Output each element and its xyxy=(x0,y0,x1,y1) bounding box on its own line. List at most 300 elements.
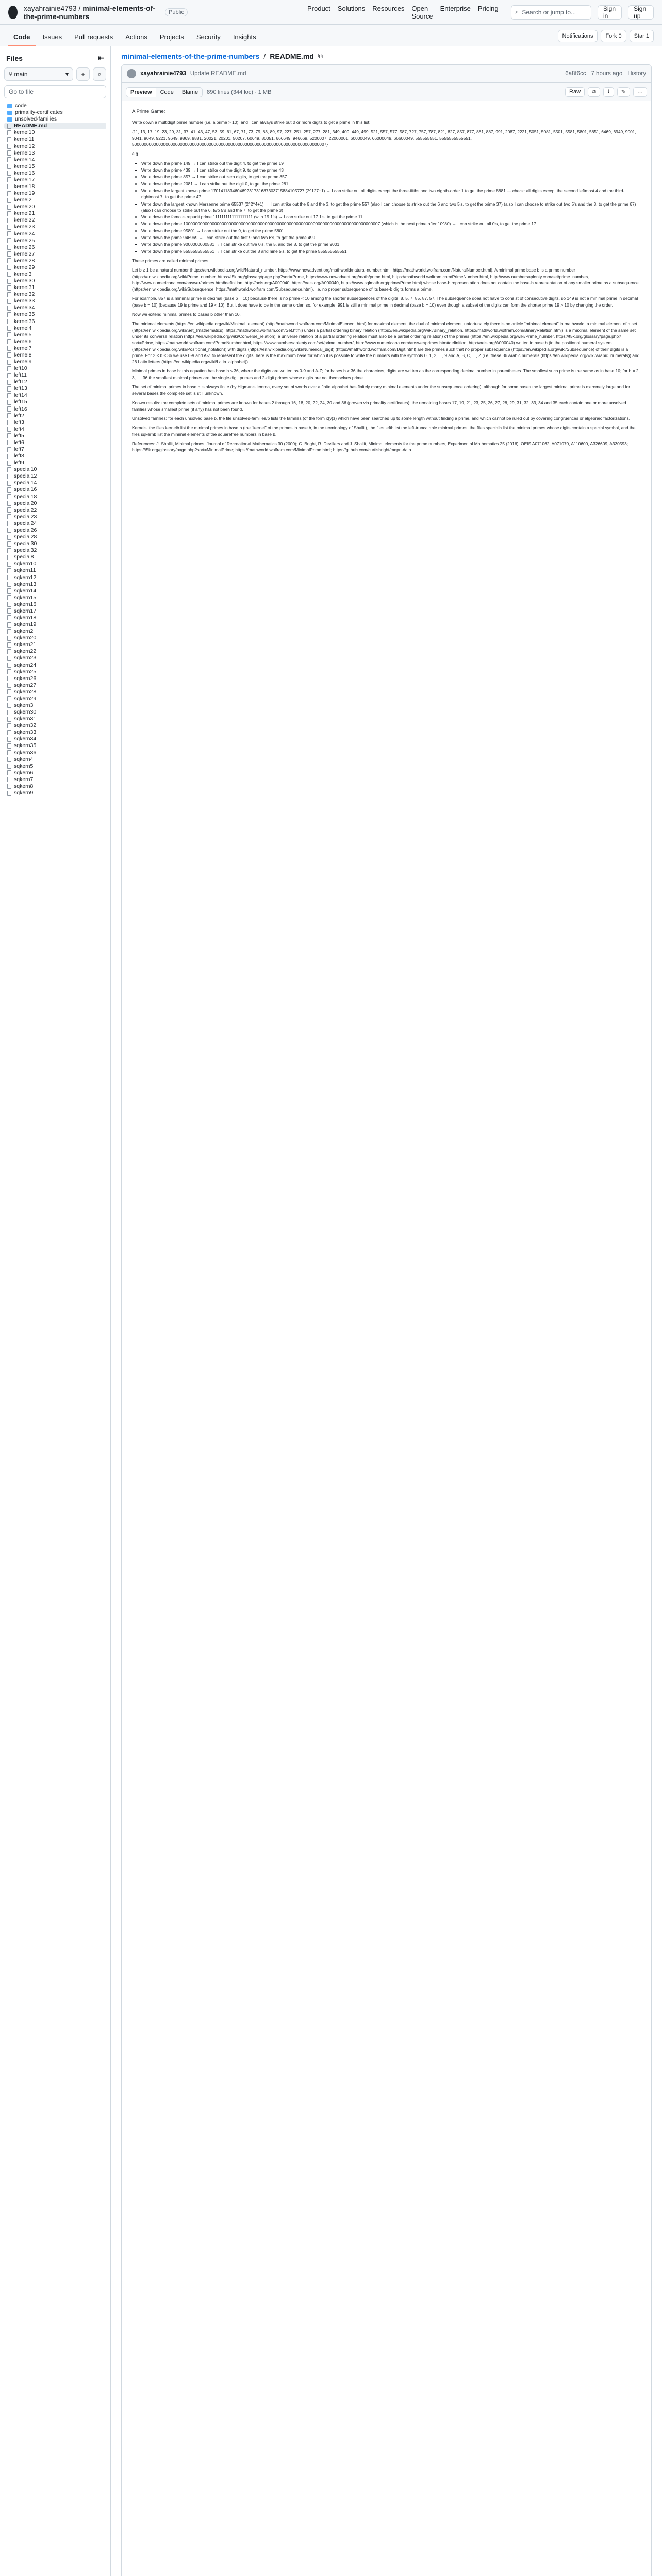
top-nav-item[interactable]: Solutions xyxy=(337,4,366,12)
file-icon xyxy=(7,231,11,236)
example-item: • Write down the prime 95801 → I can strike out the 9, to get the prime 5801 xyxy=(141,228,641,234)
commit-author[interactable]: xayahrainie4793 xyxy=(140,71,186,77)
branch-icon: ⑂ xyxy=(9,71,14,78)
sidebar-item-kernel5[interactable] xyxy=(4,332,106,338)
sidebar-item-label: kernel28 xyxy=(14,257,35,264)
sidebar-item-label: special26 xyxy=(14,527,37,533)
sidebar-item-label: kernel30 xyxy=(14,278,35,284)
file-icon xyxy=(7,474,11,479)
file-icon xyxy=(7,245,11,250)
tab-insights[interactable]: Insights xyxy=(233,33,256,41)
repo-action-button[interactable]: Notifications xyxy=(558,30,598,42)
sidebar-item-code[interactable] xyxy=(4,103,106,109)
file-icon xyxy=(7,184,11,189)
sidebar-item-sqkern20[interactable] xyxy=(4,635,106,641)
breadcrumb-repo[interactable]: minimal-elements-of-the-prime-numbers xyxy=(121,52,260,60)
breadcrumb-file: README.md xyxy=(270,52,314,60)
sidebar-item-kernel23[interactable] xyxy=(4,224,106,230)
sidebar-item-sqkern30[interactable] xyxy=(4,709,106,716)
latest-commit-bar xyxy=(121,64,652,83)
examples-label: e.g. xyxy=(132,151,139,157)
sidebar-item-left6[interactable] xyxy=(4,439,106,446)
tab-issues[interactable]: Issues xyxy=(42,33,62,41)
sidebar-item-special26[interactable] xyxy=(4,527,106,534)
sidebar-item-label: special14 xyxy=(14,480,37,486)
top-nav-item[interactable]: Open Source xyxy=(411,4,433,20)
sidebar-item-label: sqkern5 xyxy=(14,762,34,769)
repo-name[interactable]: minimal-elements-of-the-prime-numbers xyxy=(23,4,156,21)
sidebar-item-label: sqkern23 xyxy=(14,655,37,662)
sidebar-item-kernel21[interactable] xyxy=(4,210,106,217)
tab-security[interactable]: Security xyxy=(196,33,221,41)
file-icon xyxy=(7,218,11,223)
sidebar-item-sqkern27[interactable] xyxy=(4,682,106,689)
sidebar-item-sqkern26[interactable] xyxy=(4,675,106,682)
copy-icon[interactable]: ⧉ xyxy=(588,87,600,97)
repo-action-button[interactable]: Fork 0 xyxy=(601,30,626,42)
sidebar-item-special16[interactable] xyxy=(4,486,106,493)
minimal-intro: These primes are called minimal primes. xyxy=(132,258,210,263)
sidebar-item-kernel2[interactable] xyxy=(4,197,106,204)
sidebar-item-kernel26[interactable] xyxy=(4,244,106,251)
sidebar-item-left9[interactable] xyxy=(4,460,106,466)
sidebar-item-kernel33[interactable] xyxy=(4,298,106,304)
file-icon xyxy=(7,535,11,540)
sidebar-item-label: sqkern3 xyxy=(14,702,34,708)
repo-owner[interactable]: xayahrainie4793 xyxy=(23,4,77,12)
sidebar-item-special10[interactable] xyxy=(4,466,106,473)
sidebar-item-readme-md[interactable] xyxy=(4,123,106,129)
files-title xyxy=(4,52,106,67)
file-icon xyxy=(7,548,11,553)
file-icon xyxy=(7,205,11,210)
sidebar-item-kernel35[interactable] xyxy=(4,311,106,318)
view-tab-blame[interactable]: Blame xyxy=(181,89,198,95)
sidebar-item-sqkern9[interactable] xyxy=(4,790,106,796)
sidebar-item-label: kernel34 xyxy=(14,304,35,311)
folder-icon xyxy=(7,111,12,115)
sidebar-item-label: kernel9 xyxy=(14,359,32,365)
top-nav xyxy=(307,5,499,20)
sidebar-item-label: sqkern33 xyxy=(14,729,37,736)
file-icon xyxy=(7,615,11,620)
sidebar-item-sqkern13[interactable] xyxy=(4,581,106,588)
sidebar-item-label: special24 xyxy=(14,520,37,527)
sidebar-item-sqkern5[interactable] xyxy=(4,763,106,770)
sidebar-item-label: left12 xyxy=(14,379,27,385)
sidebar-item-label: sqkern28 xyxy=(14,688,37,695)
sidebar-item-sqkern16[interactable] xyxy=(4,601,106,608)
branch-name: main xyxy=(14,71,28,78)
example-item: • Write down the famous repunit prime 1111111111111111111 (with 19 1's) → I can strike out 17 1's, to get the prime 11 xyxy=(141,214,641,220)
sidebar-item-label: kernel27 xyxy=(14,250,35,257)
file-icon xyxy=(7,312,11,317)
sidebar-item-label: kernel3 xyxy=(14,270,32,277)
sidebar-item-label: left2 xyxy=(14,412,24,419)
sidebar-item-sqkern32[interactable] xyxy=(4,722,106,729)
sidebar-item-left3[interactable] xyxy=(4,419,106,426)
file-icon xyxy=(7,285,11,291)
breadcrumb: minimal-elements-of-the-prime-numbers / README.md ⧉ xyxy=(121,52,323,60)
sidebar-item-left4[interactable] xyxy=(4,426,106,433)
file-icon xyxy=(7,386,11,392)
tab-projects[interactable]: Projects xyxy=(159,33,184,41)
sidebar-item-special22[interactable] xyxy=(4,507,106,514)
file-icon xyxy=(7,326,11,331)
sidebar-item-label: kernel18 xyxy=(14,183,35,190)
sidebar-item-left16[interactable] xyxy=(4,406,106,413)
sidebar-item-label: left8 xyxy=(14,453,24,460)
file-icon xyxy=(7,541,11,547)
global-search[interactable] xyxy=(511,5,591,20)
file-icon xyxy=(7,251,11,257)
sidebar-item-special24[interactable] xyxy=(4,520,106,527)
sidebar-item-special18[interactable] xyxy=(4,494,106,500)
sidebar-item-left15[interactable] xyxy=(4,399,106,405)
top-nav-item[interactable]: Product xyxy=(307,4,330,12)
sign-in-button[interactable]: Sign in xyxy=(598,5,622,20)
examples-list xyxy=(132,160,641,255)
file-icon xyxy=(7,737,11,742)
readme-paragraph: References: J. Shallit, Minimal primes, Journal of Recreational Mathematics 30 (2000); C. Bright, R. Devillers and J. Shallit, Minimal elements for the prime numbers, Experimental Mathematics 25 (2016); OEIS A071062, A071070, A110600, A326609, A330593; https://t5k.org/glossary/page.php?sort=MinimalPrime; https://mathworld.wolfram.com/MinimalPrime.html; https://github.com/curtisbright/mepn-data. xyxy=(132,441,628,453)
sidebar-item-sqkern35[interactable] xyxy=(4,742,106,749)
view-tab-code[interactable]: Code xyxy=(160,89,174,95)
sidebar-item-label: sqkern4 xyxy=(14,756,34,762)
sidebar-item-left7[interactable] xyxy=(4,446,106,453)
sidebar-item-primality-certificates[interactable] xyxy=(4,109,106,116)
file-icon xyxy=(7,144,11,149)
readme-body xyxy=(132,267,641,453)
sidebar-item-left2[interactable] xyxy=(4,413,106,419)
sidebar-item-kernel27[interactable] xyxy=(4,251,106,258)
sidebar-item-sqkern31[interactable] xyxy=(4,716,106,722)
sidebar-item-label: kernel8 xyxy=(14,351,32,358)
tab-actions[interactable]: Actions xyxy=(125,33,147,41)
sidebar-item-kernel8[interactable] xyxy=(4,352,106,359)
sidebar-item-label: special12 xyxy=(14,473,37,480)
sidebar-item-label: sqkern25 xyxy=(14,668,37,675)
sidebar-item-kernel9[interactable] xyxy=(4,359,106,365)
file-actions xyxy=(565,87,647,97)
go-to-file-input[interactable] xyxy=(4,85,106,98)
global-header xyxy=(0,0,662,25)
sidebar-item-left10[interactable] xyxy=(4,365,106,372)
sidebar-item-label: kernel2 xyxy=(14,197,32,204)
example-item: • Write down the prime 1000000000000000000000000000000000000000000000000000000000000000000000000000000007 (which is the next prime after 10^80) → I can strike out all 0's, to get the prime 17 xyxy=(141,221,641,227)
readme-paragraph: For example, 857 is a minimal prime in decimal (base b = 10) because there is no prime < 10 among the shorter subsequences of the digits: 8, 5, 7, 85, 87, 57. The subsequence does not have to consist of consecutive digits, so 149 is not a minimal prime in decimal (base b = 10) (because 19 is prime and 19 < 10). But it does have to be in the same order; so, for example, 991 is still a minimal prime in decimal (base b = 10) even though a subset of the digits can form the shorter prime 19 > 10 by changing the order. xyxy=(132,296,638,308)
file-icon xyxy=(7,629,11,634)
file-meta: 890 lines (344 loc) · 1 MB xyxy=(207,89,272,95)
file-icon xyxy=(7,164,11,169)
commit-hash[interactable]: 6a8f6cc xyxy=(565,71,586,77)
top-nav-item[interactable]: Enterprise xyxy=(440,4,471,12)
file-icon xyxy=(7,191,11,196)
sidebar-item-sqkern2[interactable] xyxy=(4,628,106,635)
search-files-icon[interactable]: ⌕ xyxy=(93,67,106,81)
file-icon xyxy=(7,703,11,708)
sidebar-item-label: left13 xyxy=(14,385,27,392)
sidebar-item-label: kernel13 xyxy=(14,149,35,156)
sidebar-item-label: sqkern8 xyxy=(14,783,34,789)
sidebar-item-left12[interactable] xyxy=(4,379,106,385)
sidebar-item-label: kernel5 xyxy=(14,331,32,338)
add-file-icon[interactable]: + xyxy=(76,67,90,81)
example-item: • Write down the prime 5555555555551 → I can strike out the 8 and nine 5's, to get the prime 555555555551 xyxy=(141,248,641,255)
sidebar-item-label: left15 xyxy=(14,399,27,405)
sidebar-item-left8[interactable] xyxy=(4,453,106,460)
file-icon xyxy=(7,413,11,418)
sidebar-item-kernel20[interactable] xyxy=(4,204,106,210)
sidebar-item-special12[interactable] xyxy=(4,473,106,480)
sidebar-item-label: primality-certificates xyxy=(15,109,63,116)
avatar[interactable] xyxy=(127,69,136,78)
sidebar-item-sqkern21[interactable] xyxy=(4,641,106,648)
sidebar-item-sqkern24[interactable] xyxy=(4,662,106,668)
sidebar-item-sqkern19[interactable] xyxy=(4,621,106,628)
file-icon xyxy=(7,272,11,277)
sidebar-item-sqkern22[interactable] xyxy=(4,648,106,655)
sidebar-item-label: sqkern11 xyxy=(14,567,36,574)
readme-intro: Write down a multidigit prime number (i.e. a prime > 10), and I can always strike out 0 or more digits to get a prime in this list: xyxy=(132,120,371,125)
top-nav-item[interactable]: Resources xyxy=(372,4,405,12)
sidebar-item-label: sqkern21 xyxy=(14,641,37,648)
sidebar-item-sqkern34[interactable] xyxy=(4,736,106,742)
file-icon xyxy=(7,467,11,472)
sidebar-item-label: special18 xyxy=(14,493,37,500)
chevron-down-icon: ▾ xyxy=(65,71,69,78)
readme-content xyxy=(121,101,652,2576)
sidebar-item-label: sqkern26 xyxy=(14,675,37,682)
sidebar-item-sqkern25[interactable] xyxy=(4,669,106,675)
file-icon xyxy=(7,130,11,135)
sidebar-item-special14[interactable] xyxy=(4,480,106,486)
sidebar-item-label: left14 xyxy=(14,392,27,399)
file-icon xyxy=(7,319,11,324)
sidebar-item-special30[interactable] xyxy=(4,540,106,547)
sidebar-item-sqkern17[interactable] xyxy=(4,608,106,615)
file-icon xyxy=(7,555,11,560)
file-icon xyxy=(7,420,11,425)
sidebar-item-sqkern10[interactable] xyxy=(4,561,106,567)
file-icon xyxy=(7,791,11,796)
sidebar-item-label: special32 xyxy=(14,547,37,554)
sidebar-item-label: sqkern34 xyxy=(14,736,37,742)
raw-button[interactable]: Raw xyxy=(565,87,585,97)
sidebar-item-kernel31[interactable] xyxy=(4,284,106,291)
commit-message[interactable]: Update README.md xyxy=(190,71,246,77)
sidebar-item-kernel13[interactable] xyxy=(4,150,106,157)
repo-title[interactable]: xayahrainie4793 / minimal-elements-of-the-prime-numbers xyxy=(23,4,156,21)
file-icon xyxy=(7,656,11,661)
sidebar-item-kernel11[interactable] xyxy=(4,136,106,143)
download-icon[interactable]: ⤓ xyxy=(603,87,614,97)
sidebar-item-label: sqkern22 xyxy=(14,648,37,655)
sidebar-item-label: sqkern10 xyxy=(14,561,37,567)
sidebar-item-label: kernel36 xyxy=(14,318,35,325)
file-icon xyxy=(7,487,11,493)
sidebar-item-sqkern15[interactable] xyxy=(4,595,106,601)
sidebar-item-label: kernel14 xyxy=(14,156,35,163)
sidebar-item-kernel30[interactable] xyxy=(4,278,106,284)
collapse-icon[interactable]: ⇤ xyxy=(98,54,104,62)
sidebar-item-kernel32[interactable] xyxy=(4,291,106,298)
sidebar-item-kernel4[interactable] xyxy=(4,325,106,332)
copy-path-icon[interactable]: ⧉ xyxy=(318,52,323,60)
sidebar-item-sqkern3[interactable] xyxy=(4,702,106,709)
sidebar-item-kernel25[interactable] xyxy=(4,238,106,244)
sidebar-item-kernel19[interactable] xyxy=(4,190,106,197)
sidebar-item-sqkern33[interactable] xyxy=(4,729,106,736)
sidebar-item-sqkern29[interactable] xyxy=(4,696,106,702)
file-icon xyxy=(7,360,11,365)
sidebar-item-sqkern7[interactable] xyxy=(4,776,106,783)
file-icon xyxy=(7,171,11,176)
file-icon xyxy=(7,575,11,580)
sidebar-item-label: special16 xyxy=(14,486,37,493)
file-icon xyxy=(7,562,11,567)
sidebar-item-special20[interactable] xyxy=(4,500,106,507)
sidebar-item-sqkern23[interactable] xyxy=(4,655,106,662)
sidebar-item-left13[interactable] xyxy=(4,385,106,392)
file-icon xyxy=(7,717,11,722)
sidebar-item-kernel28[interactable] xyxy=(4,258,106,264)
sidebar-item-sqkern6[interactable] xyxy=(4,770,106,776)
file-icon xyxy=(7,514,11,519)
view-tab-preview[interactable]: Preview xyxy=(126,88,156,97)
sidebar-item-label: left9 xyxy=(14,460,24,466)
file-icon xyxy=(7,710,11,715)
sidebar-item-sqkern8[interactable] xyxy=(4,783,106,790)
sidebar-item-sqkern18[interactable] xyxy=(4,615,106,621)
readme-paragraph: The minimal elements (https://en.wikipedia.org/wiki/Minimal_element) (http://mathworld.wolfram.com/MinimalElement.html) for maximal element, the dual of minimal element, unfortunately there is no article “minimal element” in mathworld, a minimal element of a set (https://en.wikipedia.org/wiki/Set_(mathematics), https://mathworld.wolfram.com/Set.html) under a partial ordering binary relation (https://en.wikipedia.org/wiki/Binary_relation, https://mathworld.wolfram.com/BinaryRelation.html) is a maximal element of the same set under its converse relation (https://en.wikipedia.org/wiki/Converse_relation), a universe relation of a partial ordering relation must also be a partial ordering relation) of the primes (https://en.wikipedia.org/wiki/Prime_number, https://t5k.org/glossary/page.php?sort=Prime, https://mathworld.wolfram.com/PrimeNumber.html, https://www.numbersaplenty.com/set/prime_number/, http://www.numericana.com/answer/primes.htm#definition, http://oeis.org/A000040) written in base b (in the positional numeral system (https://en.wikipedia.org/wiki/Positional_notation)) with digits (https://en.wikipedia.org/wiki/Numerical_digit) (https://mathworld.wolfram.com/Digit.html) are the primes such that no proper subsequence (https://en.wikipedia.org/wiki/Subsequence) of their digits is a prime. For 2 ≤ b ≤ 36 we use 0-9 and A-Z to represent the digits, here is the maximum base for which it is possible to write the numbers with the symbols 0, 1, 2, ..., 9 and A, B, C, ..., Z (i.e. these 36 Arabic numerals (https://en.wikipedia.org/wiki/Arabic_numerals)) and 26 Latin letters (https://en.wikipedia.org/wiki/Latin_alphabet)). xyxy=(132,321,640,365)
file-icon xyxy=(7,447,11,452)
sidebar-item-label: sqkern6 xyxy=(14,769,34,776)
sidebar-item-sqkern28[interactable] xyxy=(4,689,106,696)
sidebar-item-label: README.md xyxy=(14,123,47,129)
sidebar-item-kernel14[interactable] xyxy=(4,157,106,163)
sidebar-item-label: sqkern16 xyxy=(14,601,37,607)
readme-paragraph: Minimal primes in base b: this equation has base b ≤ 36, where the digits are written as 0-9 and A-Z; for bases b > 36 the characters, digits are written as the corresponding decimal number in parentheses. The smallest such prime is the same as in base 10; for b = 2, 3, ..., 36 the smallest minimal primes are the single-digit primes and 2-digit primes whose digits are not themselves prime. xyxy=(132,368,640,380)
sidebar-item-label: left7 xyxy=(14,446,24,453)
file-icon xyxy=(7,346,11,351)
sidebar-item-label: sqkern15 xyxy=(14,594,37,601)
sidebar-item-label: sqkern29 xyxy=(14,695,37,702)
file-icon xyxy=(7,198,11,203)
sidebar-item-kernel18[interactable] xyxy=(4,183,106,190)
tab-pull-requests[interactable]: Pull requests xyxy=(74,33,113,41)
file-icon xyxy=(7,494,11,499)
file-icon xyxy=(7,306,11,311)
file-icon xyxy=(7,602,11,607)
tab-code[interactable]: Code xyxy=(8,29,36,46)
edit-icon[interactable]: ✎ xyxy=(617,87,630,97)
file-icon xyxy=(7,689,11,694)
file-icon xyxy=(7,366,11,371)
sidebar-item-label: sqkern13 xyxy=(14,581,37,587)
sidebar-item-kernel17[interactable] xyxy=(4,177,106,183)
sidebar-item-kernel24[interactable] xyxy=(4,230,106,237)
sidebar-item-label: special23 xyxy=(14,513,37,520)
file-icon xyxy=(7,258,11,263)
sidebar-item-sqkern4[interactable] xyxy=(4,756,106,763)
sidebar-item-kernel12[interactable] xyxy=(4,143,106,149)
sidebar-item-kernel3[interactable] xyxy=(4,271,106,278)
sidebar-item-unsolved-families[interactable] xyxy=(4,116,106,123)
minimal-primes-list: {11, 13, 17, 19, 23, 29, 31, 37, 41, 43, 47, 53, 59, 61, 67, 71, 73, 79, 83, 89, 97, 227, 251, 257, 277, 281, 349, 409, 449, 499, 521, 557, 577, 587, 727, 757, 787, 821, 827, 857, 877, 881, 887, 991, 2087, 2221, 5051, 5081, 5501, 5581, 5801, 5851, 6469, 6949, 9001, 9041, 9049, 9221, 9649, 9869, 9881, 20021, 20201, 50207, 60649, 80051, 666649, 946669, 5200007, 22000001, 60000049, 66000049, 66600049, 555555551, 5555555555551, 500000000000000000000000000000000000000000000000000000000000000000000000000000007} xyxy=(132,129,636,147)
sidebar-item-left5[interactable] xyxy=(4,433,106,439)
sidebar-item-special23[interactable] xyxy=(4,514,106,520)
readme-paragraph: The set of minimal primes in base b is always finite (by Higman's lemma, every set of words over a finite alphabet has finitely many minimal elements under the subsequence ordering), although for some bases the largest minimal prime is extremely large and for several bases the complete set is still unknown. xyxy=(132,384,631,396)
sidebar-item-label: kernel32 xyxy=(14,291,35,298)
file-icon xyxy=(7,393,11,398)
sidebar-item-label: kernel17 xyxy=(14,176,35,183)
sidebar-item-label: kernel10 xyxy=(14,129,35,136)
file-icon xyxy=(7,595,11,600)
sidebar-item-kernel22[interactable] xyxy=(4,217,106,224)
sidebar-item-label: left4 xyxy=(14,426,24,432)
sidebar-item-kernel36[interactable] xyxy=(4,318,106,325)
file-icon xyxy=(7,582,11,587)
file-icon xyxy=(7,373,11,378)
commit-time: 7 hours ago xyxy=(591,71,623,77)
example-item: • Write down the prime 2081 → I can strike out the digit 0, to get the prime 281 xyxy=(141,181,641,187)
sidebar-item-label: left3 xyxy=(14,419,24,426)
sidebar-item-special8[interactable] xyxy=(4,554,106,561)
sidebar-item-kernel6[interactable] xyxy=(4,338,106,345)
sidebar-item-sqkern12[interactable] xyxy=(4,574,106,581)
file-icon xyxy=(7,636,11,641)
sidebar-item-label: kernel19 xyxy=(14,190,35,197)
sidebar-item-kernel34[interactable] xyxy=(4,304,106,311)
sidebar-item-special32[interactable] xyxy=(4,547,106,554)
top-nav-item[interactable]: Pricing xyxy=(477,4,499,12)
repo-action-button[interactable]: Star 1 xyxy=(630,30,654,42)
sidebar-item-kernel7[interactable] xyxy=(4,345,106,352)
sidebar-item-sqkern36[interactable] xyxy=(4,750,106,756)
sidebar-item-kernel16[interactable] xyxy=(4,170,106,177)
file-icon xyxy=(7,588,11,594)
branch-selector[interactable] xyxy=(4,67,73,81)
history-button[interactable]: History xyxy=(627,71,646,77)
sidebar-item-kernel29[interactable] xyxy=(4,264,106,271)
sidebar-item-label: kernel15 xyxy=(14,163,35,170)
sidebar-item-kernel10[interactable] xyxy=(4,129,106,136)
file-icon xyxy=(7,137,11,142)
sidebar-item-left14[interactable] xyxy=(4,392,106,399)
sidebar-item-special28[interactable] xyxy=(4,534,106,540)
sidebar-item-label: sqkern35 xyxy=(14,742,37,749)
file-icon xyxy=(7,750,11,755)
file-icon xyxy=(7,433,11,438)
example-item: • Write down the prime 857 → I can strike out zero digits, to get the prime 857 xyxy=(141,174,641,180)
sidebar-item-label: special10 xyxy=(14,466,37,473)
repo-actions xyxy=(558,30,654,46)
sidebar-item-left11[interactable] xyxy=(4,372,106,379)
example-item: • Write down the prime 9000000000581 → I can strike out five 0's, the 5, and the 8, to get the prime 9001 xyxy=(141,241,641,247)
sidebar-item-kernel15[interactable] xyxy=(4,163,106,170)
sidebar-item-label: kernel4 xyxy=(14,325,32,331)
more-icon[interactable]: ⋯ xyxy=(633,87,647,97)
sign-up-button[interactable]: Sign up xyxy=(628,5,654,20)
file-icon xyxy=(7,663,11,668)
folder-icon xyxy=(7,104,12,108)
github-logo-icon[interactable] xyxy=(8,6,18,19)
file-icon xyxy=(7,507,11,513)
file-icon xyxy=(7,225,11,230)
sidebar-item-sqkern14[interactable] xyxy=(4,588,106,595)
readme-paragraph: Unsolved families: for each unsolved base b, the file unsolved-families/b lists the families (of the form x{y}z) which have been searched up to some length without finding a prime, and which cannot be ruled out by covering congruences or algebraic factorizations. xyxy=(132,416,630,421)
sidebar-item-sqkern11[interactable] xyxy=(4,567,106,574)
